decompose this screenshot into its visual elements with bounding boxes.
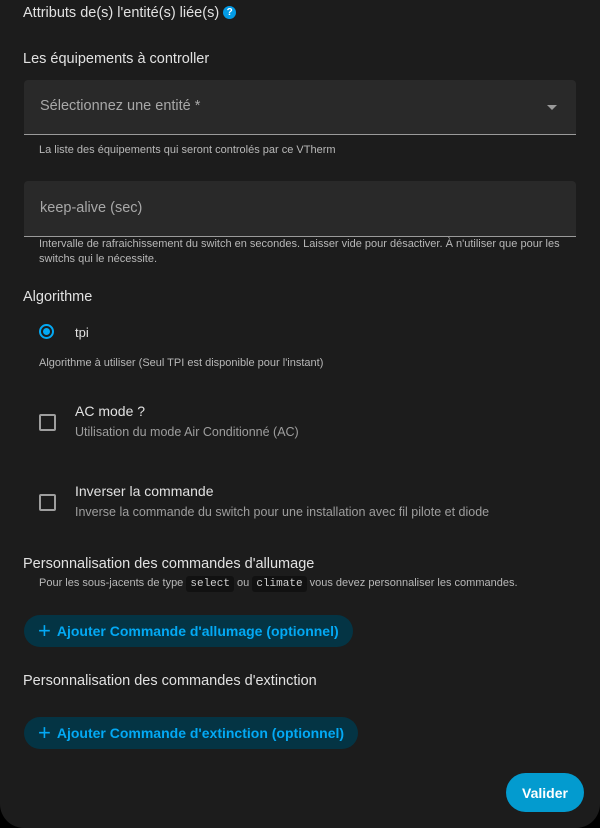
add-on-command-button[interactable]	[24, 615, 353, 647]
desc-text: vous devez personnaliser les commandes.	[309, 577, 518, 589]
plus-icon: +	[38, 618, 51, 643]
entity-select-helper: La liste des équipements qui seront controlés par ce VTherm	[39, 144, 336, 156]
radio-tpi[interactable]	[39, 324, 54, 339]
add-on-command-label: Ajouter Commande d'allumage (optionnel)	[56, 623, 339, 639]
help-icon[interactable]: ?	[223, 6, 236, 19]
algorithm-helper: Algorithme à utiliser (Seul TPI est disponible pour l'instant)	[39, 357, 324, 369]
radio-tpi-label: tpi	[75, 325, 89, 340]
equipments-heading: Les équipements à controller	[23, 51, 210, 67]
keep-alive-helper: Intervalle de rafraichissement du switch en secondes. Laisser vide pour désactiver. À n'utiliser que pour les switchs qui le nécessite.	[39, 238, 560, 265]
desc-text: ou	[237, 577, 250, 589]
desc-text: Pour les sous-jacents de type	[39, 577, 184, 589]
attributes-title: Attributs de(s) l'entité(s) liée(s)	[23, 5, 220, 21]
entity-select-label: Sélectionnez une entité *	[40, 98, 201, 114]
entity-select[interactable]	[24, 80, 576, 135]
chevron-down-icon	[547, 105, 557, 110]
off-commands-heading: Personnalisation des commandes d'extinction	[23, 673, 317, 689]
ac-mode-title: AC mode ?	[75, 403, 146, 419]
code-select: select	[186, 576, 234, 592]
section-title	[23, 5, 236, 21]
submit-button[interactable]: Valider	[506, 773, 584, 812]
plus-icon: +	[38, 720, 51, 745]
code-climate: climate	[252, 576, 306, 592]
invert-title: Inverser la commande	[75, 483, 214, 499]
add-off-command-button[interactable]	[24, 717, 358, 749]
keep-alive-input[interactable]	[24, 181, 576, 237]
on-commands-heading: Personnalisation des commandes d'allumage	[23, 556, 315, 572]
add-off-command-label: Ajouter Commande d'extinction (optionnel)	[56, 725, 345, 741]
invert-desc: Inverse la commande du switch pour une installation avec fil pilote et diode	[75, 505, 490, 519]
ac-mode-checkbox[interactable]	[39, 414, 56, 431]
invert-checkbox[interactable]	[39, 494, 56, 511]
keep-alive-label: keep-alive (sec)	[40, 200, 143, 216]
on-commands-desc	[39, 576, 518, 592]
ac-mode-desc: Utilisation du mode Air Conditionné (AC)	[75, 425, 299, 439]
algorithm-heading: Algorithme	[23, 289, 93, 305]
